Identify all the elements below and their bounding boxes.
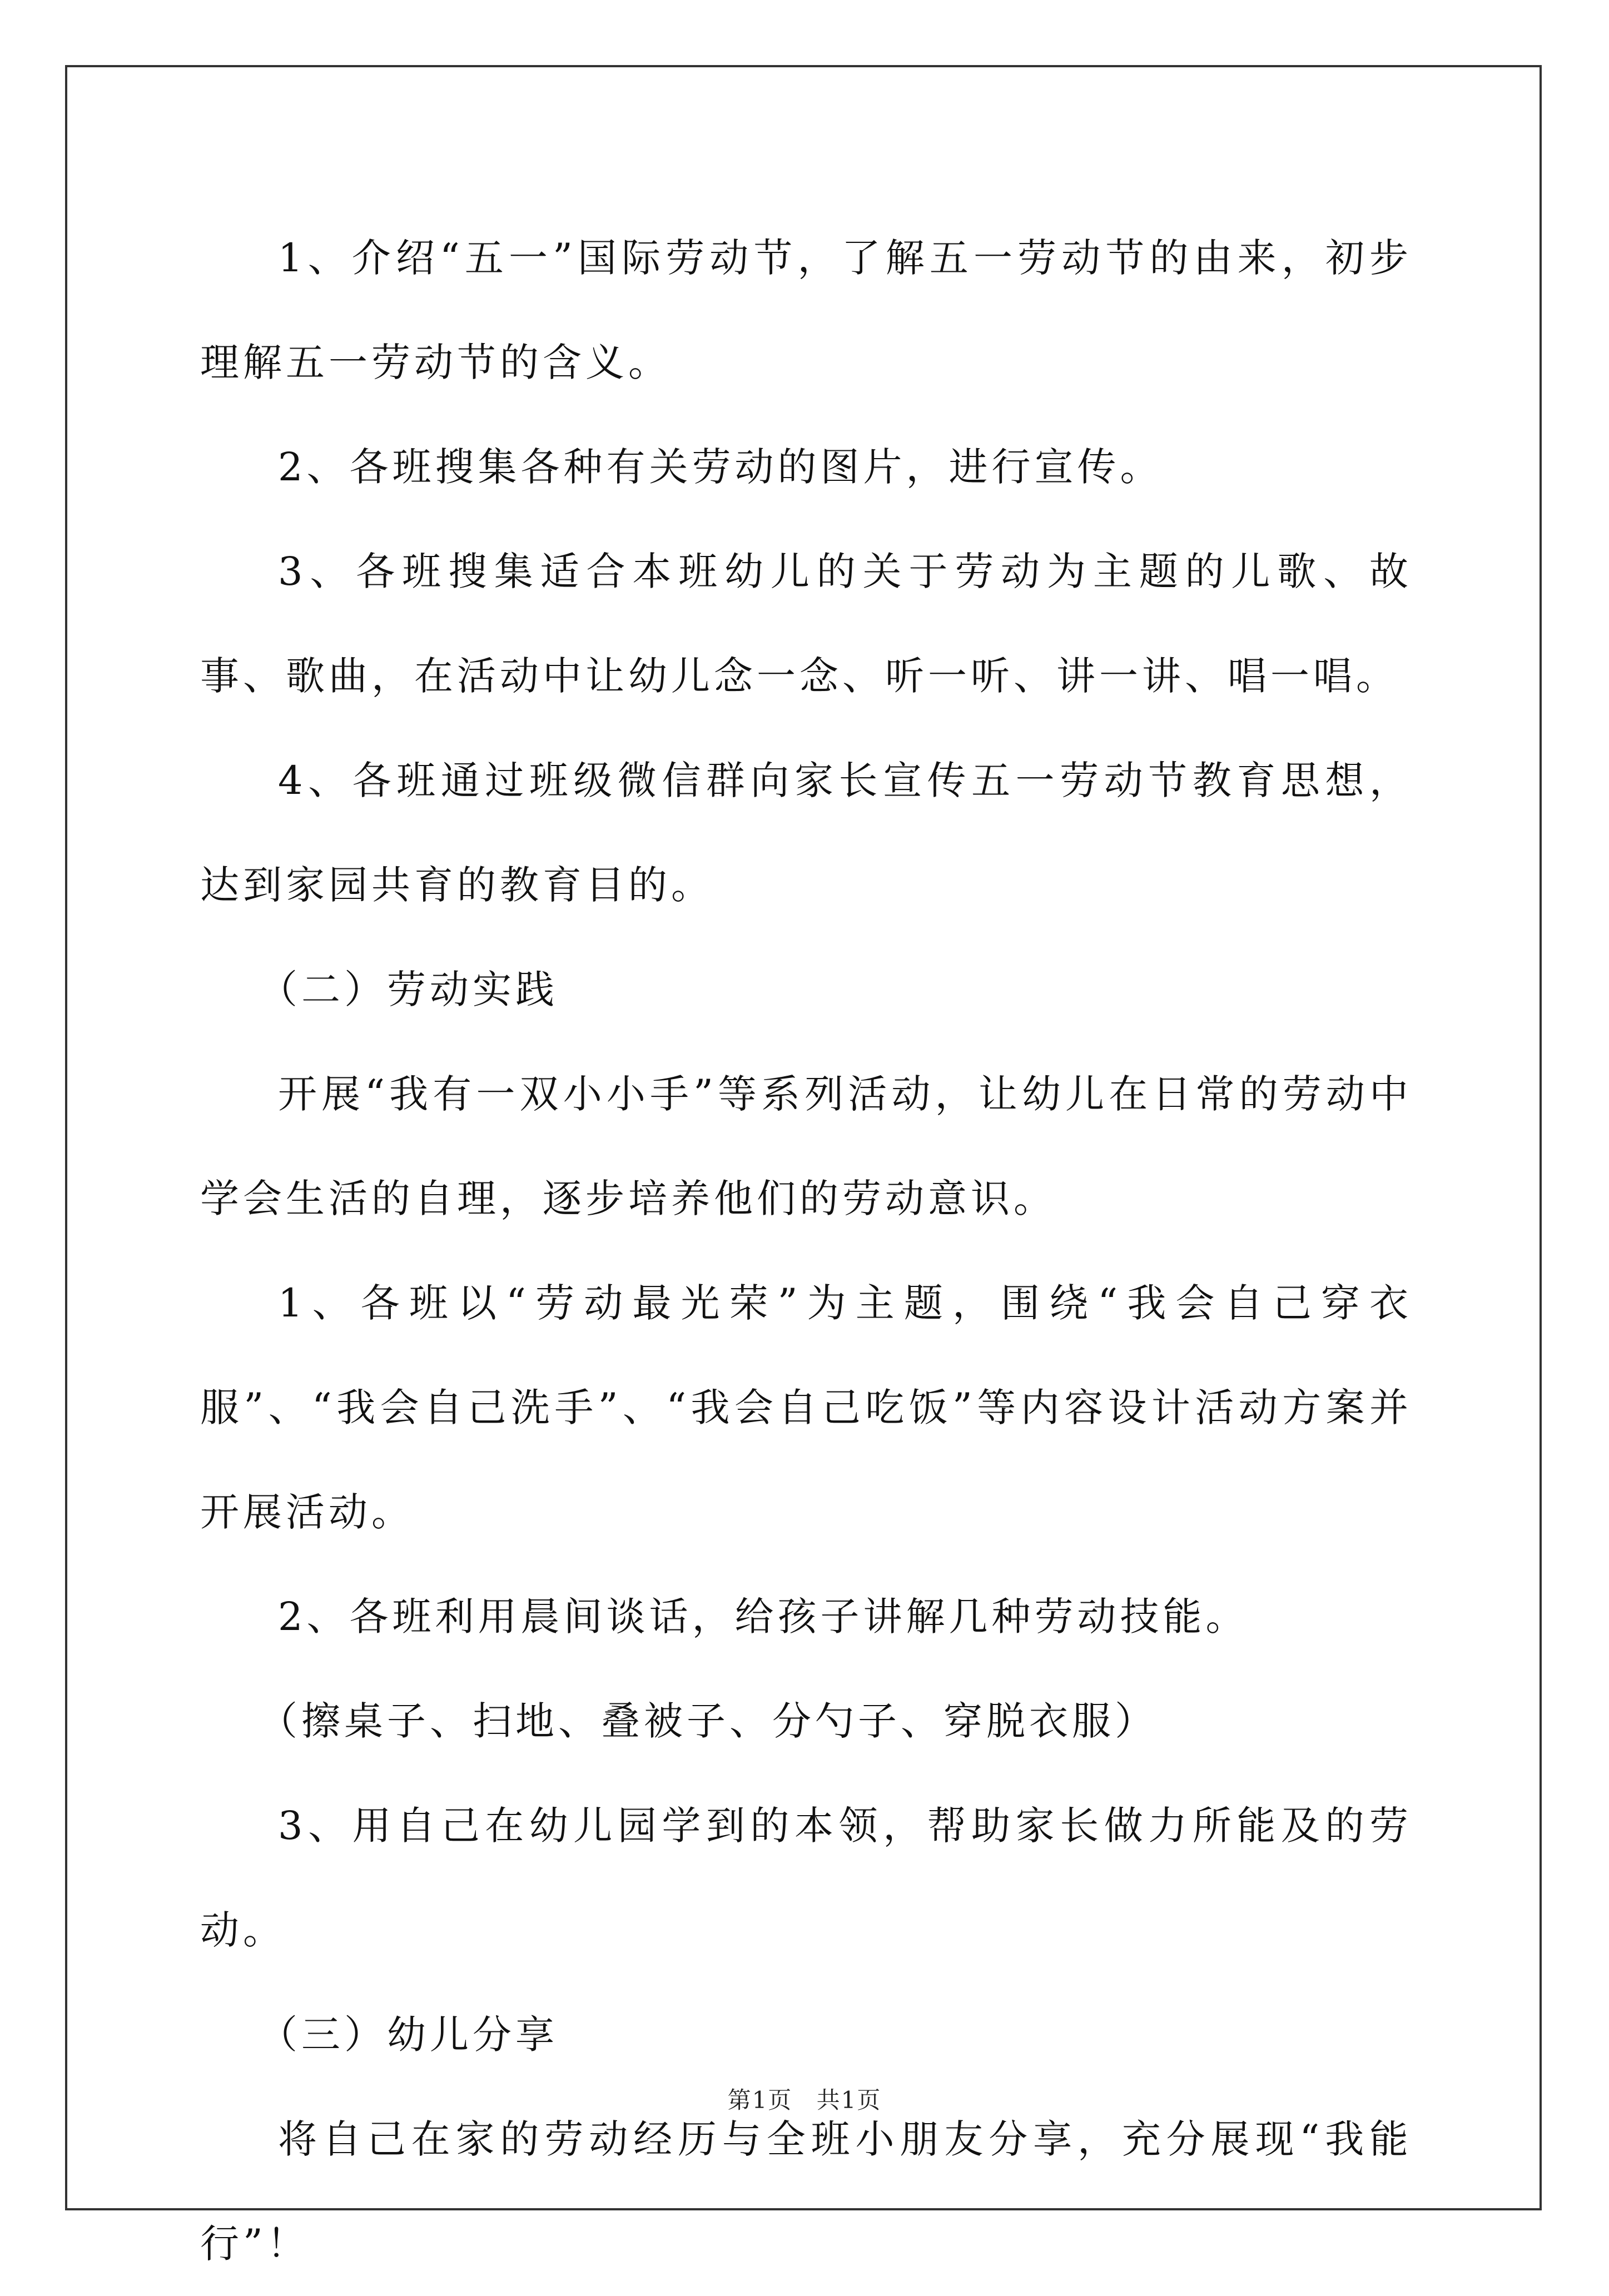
paragraph-collect-songs: 3、各班搜集适合本班幼儿的关于劳动为主题的儿歌、故事、歌曲，在活动中让幼儿念一念、听一听、讲一讲、唱一唱。: [200, 549, 1412, 699]
paragraph-intro-holiday: 1、介绍“五一”国际劳动节，了解五一劳动节的由来，初步理解五一劳动节的含义。: [200, 235, 1412, 385]
paragraph-share-experience: 将自己在家的劳动经历与全班小朋友分享，充分展现“我能行”！: [200, 2116, 1412, 2267]
page-total: 共1页: [816, 2086, 882, 2114]
paragraph-help-parents: 3、用自己在幼儿园学到的本领，帮助家长做力所能及的劳动。: [200, 1803, 1412, 1953]
section-heading-labor-practice: （二）劳动实践: [259, 967, 558, 1012]
paragraph-wechat-promotion: 4、各班通过班级微信群向家长宣传五一劳动节教育思想，达到家园共育的教育目的。: [200, 758, 1412, 908]
paragraph-labor-theme: 1、各班以“劳动最光荣”为主题，围绕“我会自己穿衣服”、“我会自己洗手”、“我会自己吃饭”等内容设计活动方案并开展活动。: [200, 1280, 1412, 1535]
paragraph-small-hands-activity: 开展“我有一双小小手”等系列活动，让幼儿在日常的劳动中学会生活的自理，逐步培养他们的劳动意识。: [200, 1071, 1412, 1221]
section-heading-child-sharing: （三）幼儿分享: [259, 2012, 558, 2058]
page-footer: [0, 2082, 1609, 2115]
page-number: 第1页: [727, 2086, 793, 2114]
document-body: [200, 206, 1412, 2296]
paragraph-morning-talk: 2、各班利用晨间谈话，给孩子讲解几种劳动技能。: [278, 1594, 1249, 1639]
paragraph-collect-pictures: 2、各班搜集各种有关劳动的图片，进行宣传。: [278, 444, 1163, 490]
paragraph-skill-list: （擦桌子、扫地、叠被子、分勺子、穿脱衣服）: [259, 1698, 1158, 1744]
